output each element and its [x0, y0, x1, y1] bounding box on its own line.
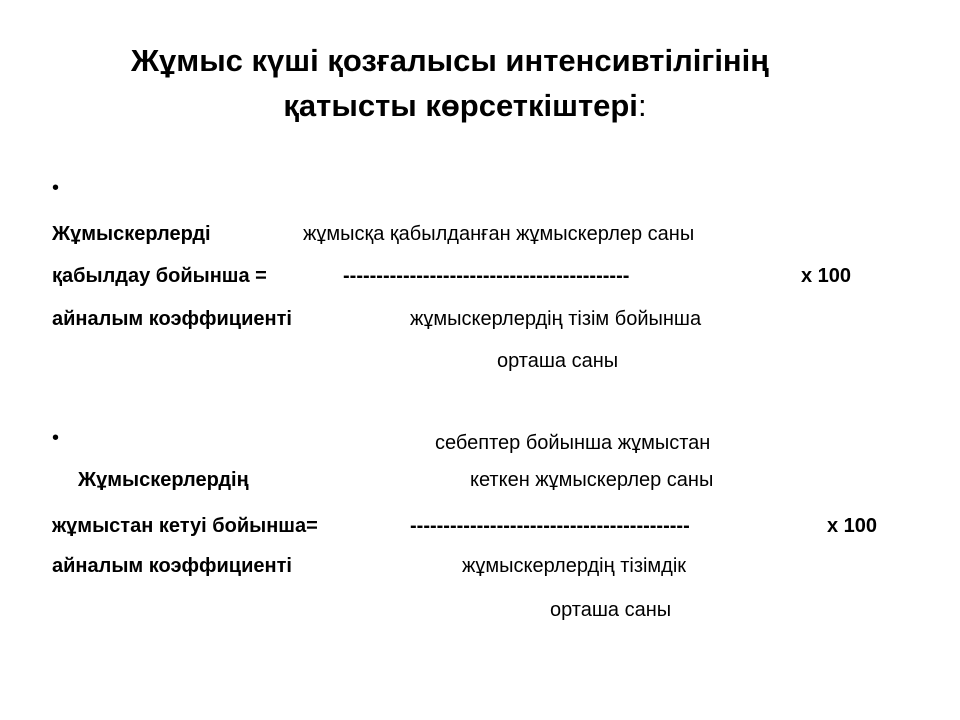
title-text-line2: қатысты көрсеткіштері: [283, 88, 638, 123]
formula2-numerator-line1: себептер бойынша жұмыстан: [435, 432, 711, 454]
slide-title-line2: [0, 87, 945, 124]
formula1-denominator-line2: орташа саны: [497, 350, 619, 372]
formula2-name-line3: айналым коэффициенті: [52, 555, 292, 577]
bullet-point-1: •: [52, 177, 60, 199]
formula2-name-line2: жұмыстан кетуі бойынша=: [52, 515, 318, 537]
formula2-multiplier: х 100: [827, 515, 878, 537]
formula1-denominator-line1: жұмыскерлердің тізім бойынша: [410, 308, 702, 330]
formula2-name-line1: Жұмыскерлердің: [78, 469, 249, 491]
formula1-name-line1: Жұмыскерлерді: [52, 223, 211, 245]
formula1-numerator: жұмысқа қабылданған жұмыскерлер саны: [303, 223, 695, 245]
title-text-line1: Жұмыс күші қозғалысы интенсивтілігінің: [131, 43, 769, 78]
formula1-multiplier: х 100: [801, 265, 852, 287]
formula2-fraction-bar: ------------------------------------------: [410, 515, 690, 537]
formula1-name-line3: айналым коэффициенті: [52, 308, 292, 330]
title-colon: :: [637, 88, 647, 123]
formula1-name-line2: қабылдау бойынша =: [52, 265, 267, 287]
formula2-denominator-line2: орташа саны: [550, 599, 672, 621]
formula1-fraction-bar: -------------------------------------------: [343, 265, 630, 287]
slide-title-line1: [0, 42, 930, 79]
bullet-point-2: •: [52, 427, 60, 449]
formula2-denominator-line1: жұмыскерлердің тізімдік: [462, 555, 687, 577]
formula2-numerator-line2: кеткен жұмыскерлер саны: [470, 469, 714, 491]
